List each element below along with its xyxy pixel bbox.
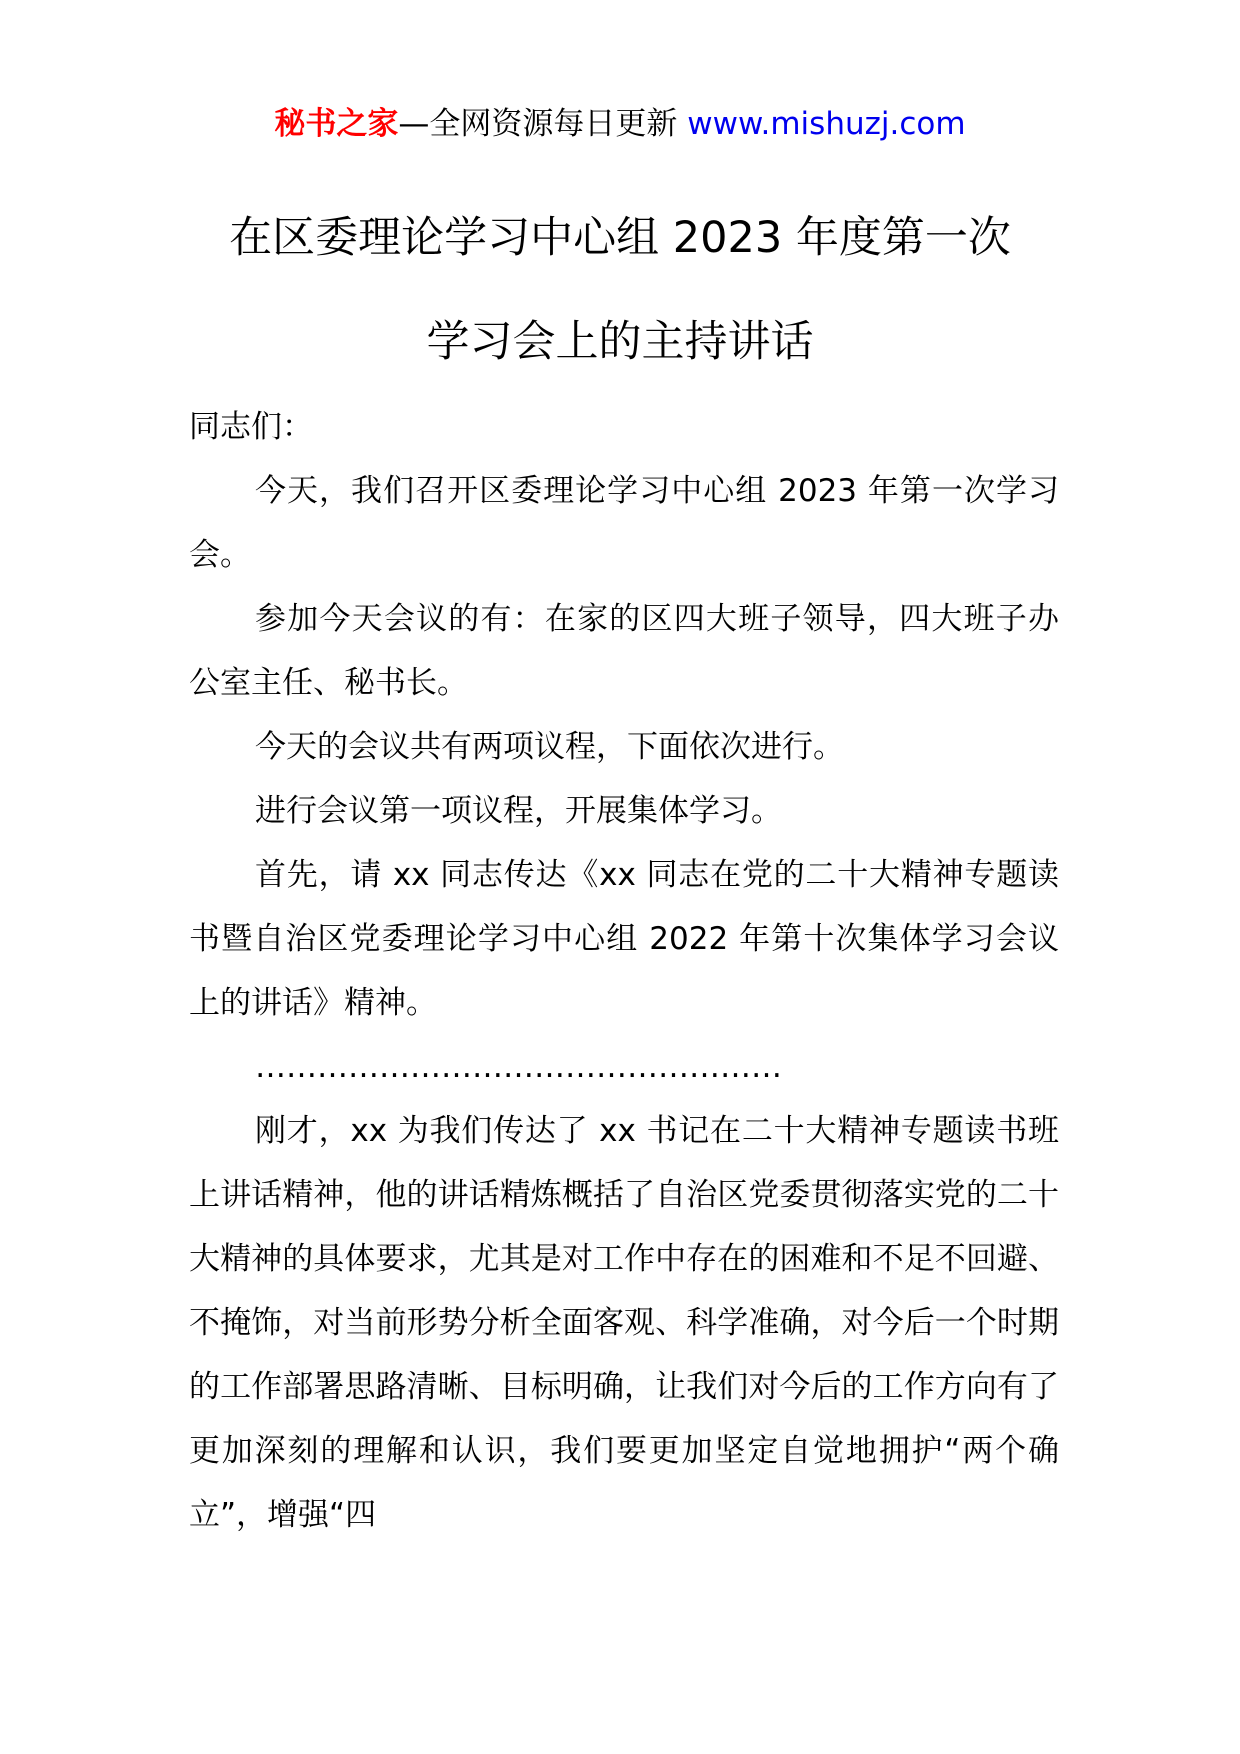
body-paragraph: 首先，请 xx 同志传达《xx 同志在党的二十大精神专题读书暨自治区党委理论学习中心组 2022 年第十次集体学习会议上的讲话》精神。	[189, 857, 1059, 1021]
body-paragraph: 刚才，xx 为我们传达了 xx 书记在二十大精神专题读书班上讲话精神，他的讲话精炼概括了自治区党委贯彻落实党的二十大精神的具体要求，尤其是对工作中存在的困难和不足不回避、不掩饰，对当前形势分析全面客观、科学准确，对今后一个时期的工作部署思路清晰、目标明确，让我们对今后的工作方向有了更加深刻的理解和认识，我们要更加坚定自觉地拥护“两个确立”，增强“四	[189, 1113, 1059, 1533]
document-title	[150, 186, 1090, 394]
document-title-line-1: 在区委理论学习中心组 2023 年度第一次	[229, 213, 1011, 263]
salutation: 同志们：	[189, 409, 313, 445]
body-paragraph: 参加今天会议的有：在家的区四大班子领导，四大班子办公室主任、秘书长。	[189, 601, 1059, 701]
site-brand: 秘书之家	[274, 106, 399, 142]
site-header	[0, 100, 1240, 148]
site-slogan: —全网资源每日更新	[398, 106, 678, 142]
body-paragraph: 今天，我们召开区委理论学习中心组 2023 年第一次学习会。	[189, 473, 1059, 573]
document-title-line-2: 学习会上的主持讲话	[426, 317, 814, 367]
body-paragraph: 今天的会议共有两项议程，下面依次进行。	[255, 729, 844, 765]
site-url-link[interactable]: www.mishuzj.com	[687, 106, 966, 142]
body-paragraph: 进行会议第一项议程，开展集体学习。	[255, 793, 782, 829]
ellipsis-separator: ……………………………………………	[255, 1049, 782, 1085]
document-body	[189, 395, 1059, 1547]
